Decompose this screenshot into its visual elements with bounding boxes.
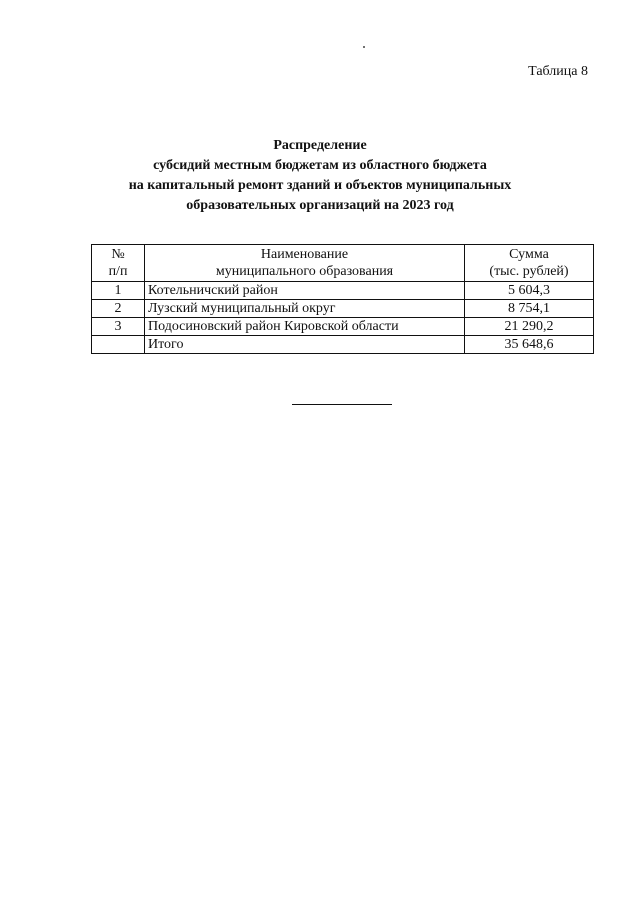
row-number: 2 — [92, 300, 145, 318]
total-label: Итого — [145, 336, 465, 354]
total-number — [92, 336, 145, 354]
row-sum: 5 604,3 — [465, 282, 594, 300]
table-total-row — [92, 336, 594, 354]
table-number-label: Таблица 8 — [528, 64, 588, 79]
row-sum: 8 754,1 — [465, 300, 594, 318]
row-municipality: Котельничский район — [145, 282, 465, 300]
title-line-4: образовательных организаций на 2023 год — [186, 198, 454, 213]
row-municipality: Подосиновский район Кировской области — [145, 318, 465, 336]
header-name — [145, 245, 465, 282]
title-line-3: на капитальный ремонт зданий и объектов муниципальных — [128, 178, 512, 193]
table-row — [92, 300, 594, 318]
header-name-line-1: Наименование — [260, 247, 349, 262]
scan-speck — [363, 46, 365, 48]
header-number-line-1: № — [111, 247, 125, 262]
title-line-2: субсидий местным бюджетам из областного бюджета — [153, 158, 487, 173]
row-number: 1 — [92, 282, 145, 300]
header-number-line-2: п/п — [108, 264, 128, 279]
row-municipality: Лузский муниципальный округ — [145, 300, 465, 318]
header-number — [92, 245, 145, 282]
title-line-1: Распределение — [273, 138, 367, 153]
header-sum — [465, 245, 594, 282]
total-sum: 35 648,6 — [465, 336, 594, 354]
header-sum-line-1: Сумма — [509, 247, 549, 262]
row-sum: 21 290,2 — [465, 318, 594, 336]
table-header-row — [92, 245, 594, 282]
distribution-table — [91, 244, 594, 354]
end-divider-line — [292, 404, 392, 405]
table-row — [92, 318, 594, 336]
document-title — [0, 136, 640, 216]
header-sum-line-2: (тыс. рублей) — [489, 264, 569, 279]
header-name-line-2: муниципального образования — [215, 264, 394, 279]
table-row — [92, 282, 594, 300]
row-number: 3 — [92, 318, 145, 336]
